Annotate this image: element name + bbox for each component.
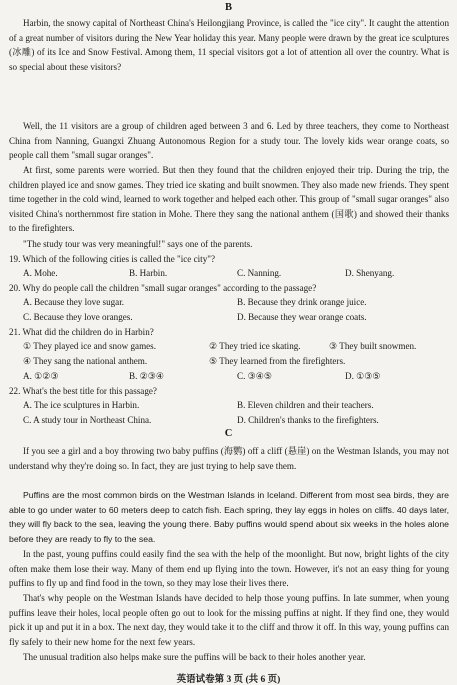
section-c-paragraph-2: Puffins are the most common birds on the Westman Islands in Iceland. Different from most sea birds, they are able to go under water to 60 meters deep to catch fish. Each spring, they lay eggs in holes on cliffs. 40 days later, they will fly back to the sea, leaving the young there. Baby puffins would spend about six weeks in the holes alone before they are ready to fly to the sea. (9, 490, 449, 544)
q19-option-d[interactable]: D. Shenyang. (345, 268, 395, 278)
q19-option-c[interactable]: C. Nanning. (237, 268, 282, 278)
page-footer: 英语试卷第 3 页 (共 6 页) (176, 675, 281, 685)
q22-option-a[interactable]: A. The ice sculptures in Harbin. (23, 400, 140, 410)
question-19-options (9, 266, 449, 281)
q21-option-d[interactable]: D. ①③⑤ (345, 371, 381, 381)
q21-option-a[interactable]: A. ①②③ (23, 371, 59, 381)
q21-fact-2: ② They tried ice skating. (209, 341, 301, 351)
q22-option-d[interactable]: D. Children's thanks to the firefighters. (237, 415, 379, 425)
section-b-paragraph-1: Harbin, the snowy capital of Northeast China's Heilongjiang Province, is called the "ice city". It caught the attention of a great number of visitors during the New Year holiday this year. Many people were drawn by the great ice sculptures (冰雕) of its Ice and Snow Festival. Among them, 11 special visitors got a lot of attention all over the country. What is so special about these visitors? (9, 18, 449, 72)
q20-option-c[interactable]: C. Because they love oranges. (23, 312, 133, 322)
q21-fact-1: ① They played ice and snow games. (23, 341, 156, 351)
section-b-paragraph-3: At first, some parents were worried. But then they found that the children enjoyed their trip. During the trip, the children played ice and snow games. They tried ice skating and built snowmen. They also made new friends. They spent time together in the cold wind, learned to work together and helped each other. This group of "small sugar oranges" also visited China's northernmost fire station in Mohe. There they sang the national anthem (国歌) and showed their thanks to the firefighters. (9, 165, 449, 234)
question-22-options (9, 398, 449, 428)
q20-option-b[interactable]: B. Because they drink orange juice. (237, 297, 367, 307)
q20-option-a[interactable]: A. Because they love sugar. (23, 297, 125, 307)
q21-fact-3: ③ They built snowmen. (329, 341, 417, 351)
section-b-paragraph-4: "The study tour was very meaningful!" says one of the parents. (23, 239, 253, 249)
section-c-paragraph-4: That's why people on the Westman Islands have decided to help those young puffins. In late summer, when young puffins leave their holes, local people often go out to look for the missing puffins at night. If they find one, they would pick it up and put it in a box. The next day, they would take it to the cliff and throw it off. In this way, young puffins can fly safely to their new home for the next few years. (9, 593, 449, 647)
section-c-label: C (224, 428, 233, 439)
section-b-paragraph-2: Well, the 11 visitors are a group of children aged between 3 and 6. Led by three teachers, they come to Northeast China from Nanning, Guangxi Zhuang Autonomous Region for a study tour. The lovely kids wear orange coats, so people call them "small sugar oranges". (9, 121, 449, 161)
q19-option-a[interactable]: A. Mohe. (23, 268, 58, 278)
q22-option-c[interactable]: C. A study tour in Northeast China. (23, 415, 152, 425)
question-19-stem: 19. Which of the following cities is called the "ice city"? (9, 254, 215, 264)
q22-option-b[interactable]: B. Eleven children and their teachers. (237, 400, 374, 410)
q19-option-b[interactable]: B. Harbin. (129, 268, 168, 278)
q21-fact-5: ⑤ They learned from the firefighters. (209, 356, 346, 366)
section-c-paragraph-5: The unusual tradition also helps make sure the puffins will be back to their holes another year. (23, 652, 366, 662)
q21-option-b[interactable]: B. ②③④ (129, 371, 165, 381)
question-20-options (9, 295, 449, 325)
question-21-stem: 21. What did the children do in Harbin? (9, 327, 154, 337)
section-b-label: B (224, 2, 232, 13)
section-c-paragraph-1: If you see a girl and a boy throwing two baby puffins (海鹦) off a cliff (悬崖) on the Westman Islands, you may not understand why they're doing so. In fact, they are just trying to help save them. (9, 446, 449, 471)
q20-option-d[interactable]: D. Because they wear orange coats. (237, 312, 367, 322)
section-c-paragraph-3: In the past, young puffins could easily find the sea with the help of the moonlight. But now, bright lights of the city often make them lose their way. Many of them end up flying into the town. However, it's not an easy thing for young puffins to fly up and find food in the town, so they may lose their lives there. (9, 549, 449, 589)
q21-fact-4: ④ They sang the national anthem. (23, 356, 148, 366)
question-21-facts (9, 339, 449, 384)
question-22-stem: 22. What's the best title for this passage? (9, 386, 157, 396)
question-20-stem: 20. Why do people call the children "small sugar oranges" according to the passage? (9, 283, 317, 293)
q21-option-c[interactable]: C. ③④⑤ (237, 371, 273, 381)
